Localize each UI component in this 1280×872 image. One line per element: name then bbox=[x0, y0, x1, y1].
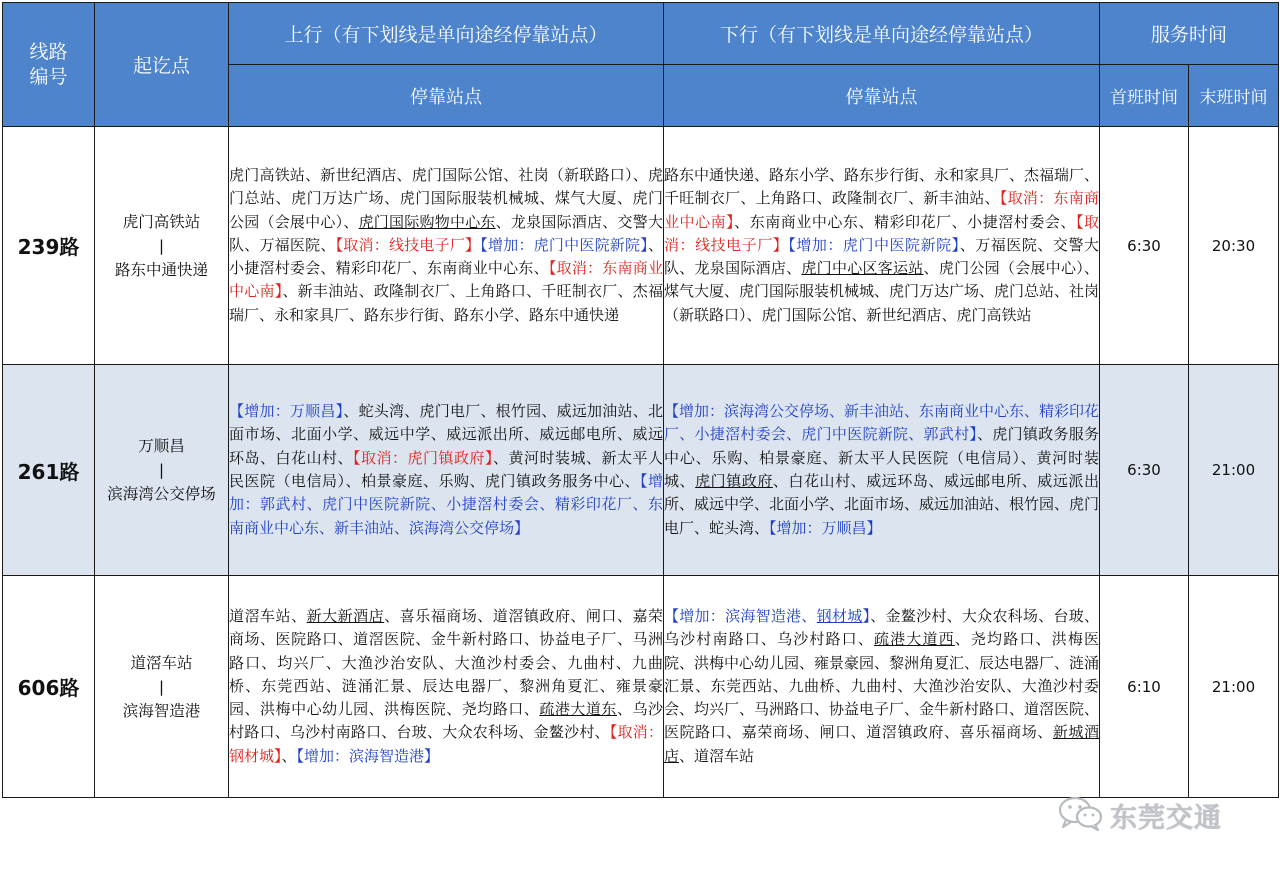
down-stops bbox=[664, 365, 1100, 576]
stop-segment: 【增加：万顺昌】 bbox=[229, 402, 344, 421]
last-bus-time: 20:30 bbox=[1189, 127, 1279, 365]
stop-segment: 、小捷滘村委会、精彩印花厂、东南商业中心东、 bbox=[229, 235, 663, 278]
destination: 路东中通快递 bbox=[114, 260, 208, 279]
stop-segment: 、 bbox=[281, 746, 297, 765]
stop-segment: 【增加：郭武村、虎门中医院新院、小捷滘村委会、精彩印花厂、东南商业中心东、新丰油站、滨海湾公交停场】 bbox=[229, 472, 663, 537]
up-stops bbox=[229, 365, 664, 576]
watermark-text: 东莞交通 bbox=[1110, 802, 1222, 834]
stop-segment: 虎门中心区客运站 bbox=[801, 259, 924, 278]
stop-segment: 【增加：滨海智造港】 bbox=[296, 746, 440, 765]
stop-segment: 【增加：万顺昌】 bbox=[769, 518, 882, 537]
last-bus-time: 21:00 bbox=[1189, 365, 1279, 576]
route-number: 261路 bbox=[3, 365, 95, 576]
up-stops bbox=[229, 576, 664, 798]
header-service-time: 服务时间 bbox=[1100, 3, 1279, 65]
stop-segment: 、道滘车站 bbox=[679, 746, 755, 765]
table-row bbox=[3, 576, 1279, 798]
stop-segment: 、乌沙村路口、乌沙村南路口、台玻、大众农科场、金鳌沙村、 bbox=[229, 700, 663, 742]
destination: 滨海智造港 bbox=[122, 701, 201, 720]
origin: 虎门高铁站 bbox=[122, 212, 201, 231]
stop-segment: 、金鳌沙村、大众农科场、台玻、乌沙村南路口、乌沙村路口、 bbox=[664, 606, 1099, 649]
wechat-icon bbox=[1058, 795, 1104, 835]
stop-segment: 虎门高铁站、新世纪酒店、虎门国际公馆、社岗（新联路口）、虎门总站、虎门万达广场、虎门国际服装机械城、煤气大厦、虎门公园（会展中心）、 bbox=[229, 165, 663, 231]
stop-segment: 新大新酒店 bbox=[306, 606, 385, 625]
stop-segment: 【增加：虎门中医院新院】 bbox=[480, 235, 648, 254]
stop-segment: 、黄河时装城、新太平人民医院（电信局）、柏景豪庭、乐购、虎门镇政务服务中心、 bbox=[229, 448, 663, 490]
stop-segment: 【增加：滨海智造港、 bbox=[664, 606, 817, 625]
header-route-number: 线路 编号 bbox=[3, 3, 95, 127]
stop-segment: 、万福医院、交警大队、龙泉国际酒店、 bbox=[664, 235, 1099, 278]
route-number: 606路 bbox=[3, 576, 95, 798]
route-terminals bbox=[95, 365, 229, 576]
stop-segment: 】 bbox=[862, 606, 871, 625]
stop-segment: 虎门国际购物中心东 bbox=[358, 212, 496, 231]
stop-segment: 疏港大道东 bbox=[539, 700, 617, 719]
stop-segment: 、喜乐福商场、道滘镇政府、闸口、嘉荣商场、医院路口、道滘医院、金牛新村路口、协益电子厂、马洲路口、均兴厂、大渔沙治安队、大渔沙村委会、九曲村、九曲桥、东莞西站、涟涌汇景、辰达电器厂、黎洲角夏汇、雍景豪园、洪梅中心幼儿园、洪梅医院、尧均路口、 bbox=[229, 606, 663, 719]
separator: | bbox=[158, 461, 165, 479]
header-terminals: 起讫点 bbox=[95, 3, 229, 127]
stop-segment: 钢材城 bbox=[816, 606, 863, 625]
down-stops bbox=[664, 127, 1100, 365]
first-bus-time: 6:30 bbox=[1100, 127, 1189, 365]
separator: | bbox=[158, 236, 165, 255]
stop-segment: 【取消：钢材城】 bbox=[229, 723, 663, 765]
header-up: 上行（有下划线是单向途经停靠站点） bbox=[229, 3, 664, 65]
stop-segment: 路东中通快递、路东小学、路东步行街、永和家具厂、杰福瑞厂、千旺制衣厂、上角路口、政隆制衣厂、新丰油站、 bbox=[664, 165, 1100, 208]
stop-segment: 【取消：线技电子厂】 bbox=[335, 235, 481, 254]
stop-segment: 疏港大道西 bbox=[873, 630, 955, 649]
stop-segment: 、东南商业中心东、精彩印花厂、小捷滘村委会、 bbox=[734, 212, 1076, 231]
route-terminals bbox=[95, 576, 229, 798]
stop-segment: 、虎门公园（会展中心）、煤气大厦、虎门国际服装机械城、虎门万达广场、虎门总站、社岗（新联路口）、虎门国际公馆、新世纪酒店、虎门高铁站 bbox=[664, 259, 1100, 324]
stop-segment: 新城酒店 bbox=[664, 723, 1099, 765]
watermark bbox=[1058, 795, 1222, 835]
stop-segment: 、新丰油站、政隆制衣厂、上角路口、千旺制衣厂、杰福瑞厂、永和家具厂、路东步行街、路东小学、路东中通快递 bbox=[229, 282, 663, 324]
stop-segment: 虎门镇政府 bbox=[695, 472, 773, 490]
header-down: 下行（有下划线是单向途经停靠站点） bbox=[664, 3, 1100, 65]
last-bus-time: 21:00 bbox=[1189, 576, 1279, 798]
stop-segment: 【取消：线技电子厂】 bbox=[664, 212, 1099, 254]
stop-segment: 、尧均路口、洪梅医院、洪梅中心幼儿园、雍景豪园、黎洲角夏汇、辰达电器厂、涟涌汇景、东莞西站、九曲桥、九曲村、大渔沙治安队、大渔沙村委会、均兴厂、马洲路口、协益电子厂、金牛新村路口、道滘医院、医院路口、嘉荣商场、闸口、道滘镇政府、喜乐福商场、 bbox=[664, 630, 1100, 742]
header-up-stops: 停靠站点 bbox=[229, 65, 664, 127]
header-last-bus: 末班时间 bbox=[1189, 65, 1279, 127]
header-first-bus: 首班时间 bbox=[1100, 65, 1189, 127]
stop-segment: 、龙泉国际酒店、交警大队、万福医院、 bbox=[229, 212, 663, 254]
stop-segment: 【取消：东南商业中心南】 bbox=[664, 189, 1099, 231]
down-stops bbox=[664, 576, 1100, 798]
table-row bbox=[3, 127, 1279, 365]
stop-segment: 、蛇头湾、虎门电厂、根竹园、威远加油站、北面市场、北面小学、威远中学、威远派出所、威远邮电所、威远环岛、白花山村、 bbox=[229, 402, 663, 467]
origin: 万顺昌 bbox=[138, 437, 185, 455]
route-table bbox=[2, 2, 1279, 798]
origin: 道滘车站 bbox=[130, 653, 193, 672]
destination: 滨海湾公交停场 bbox=[107, 485, 216, 503]
table-row bbox=[3, 365, 1279, 576]
stop-segment: 【增加：滨海湾公交停场、新丰油站、东南商业中心东、精彩印花厂、小捷滘村委会、虎门中医院新院、郭武村】 bbox=[664, 402, 1100, 444]
up-stops bbox=[229, 127, 664, 365]
first-bus-time: 6:30 bbox=[1100, 365, 1189, 576]
stop-segment: 【取消：东南商业中心南】 bbox=[229, 259, 663, 301]
route-number: 239路 bbox=[3, 127, 95, 365]
first-bus-time: 6:10 bbox=[1100, 576, 1189, 798]
stop-segment: 【增加：虎门中医院新院】 bbox=[788, 235, 960, 254]
stop-segment: 、白花山村、威远环岛、威远邮电所、威远派出所、威远中学、北面小学、北面市场、威远加油站、根竹园、虎门电厂、蛇头湾、 bbox=[664, 472, 1100, 537]
stop-segment: 【取消：虎门镇政府】 bbox=[353, 448, 493, 467]
stop-segment: 、虎门镇政务服务中心、乐购、柏景豪庭、新太平人民医院（电信局）、黄河时装城、 bbox=[664, 425, 1099, 490]
separator: | bbox=[158, 677, 165, 696]
stop-segment: 道滘车站、 bbox=[229, 606, 307, 625]
route-terminals bbox=[95, 127, 229, 365]
header-down-stops: 停靠站点 bbox=[664, 65, 1100, 127]
